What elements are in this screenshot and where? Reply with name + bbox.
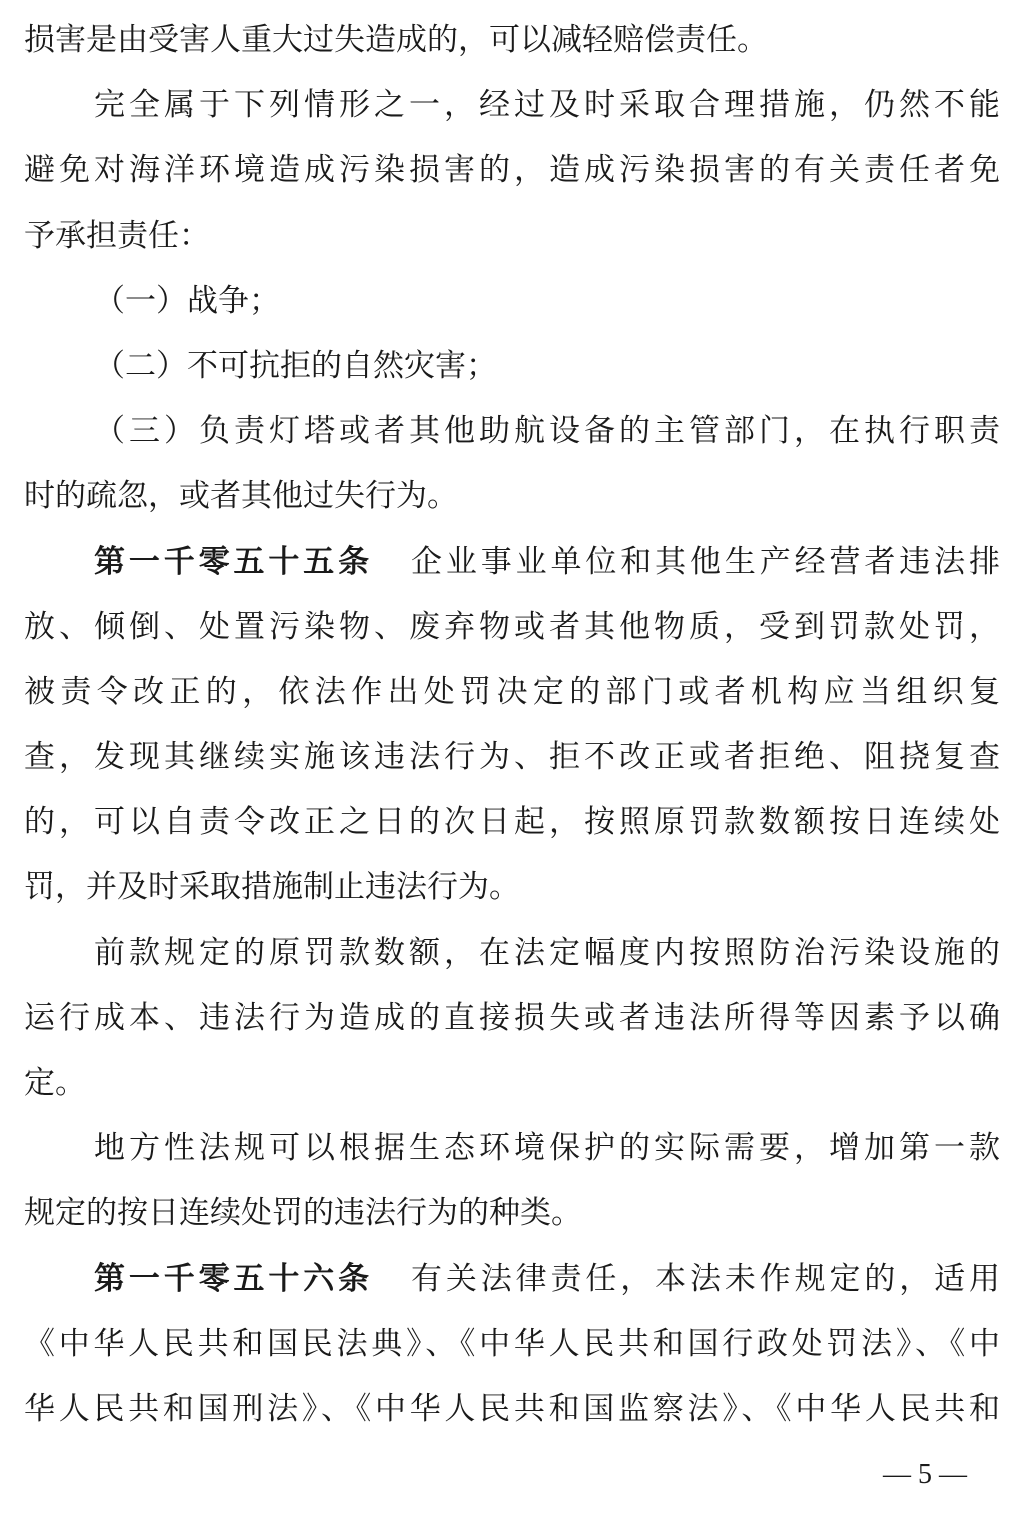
text-line (24, 790, 1000, 855)
line-text: 定。 (24, 1065, 86, 1101)
document-body (24, 8, 1000, 1442)
line-text: 避免对海洋环境造成污染损害的，造成污染损害的有关责任者免 (24, 152, 1000, 189)
text-line (24, 464, 1000, 529)
text-line (24, 399, 1000, 464)
article-title: 第一千零五十五条 (94, 543, 373, 580)
line-text: 前款规定的原罚款数额，在法定幅度内按照防治污染设施的 (94, 934, 1000, 971)
line-text: 完全属于下列情形之一，经过及时采取合理措施，仍然不能 (94, 87, 1000, 124)
line-text: （二）不可抗拒的自然灾害； (94, 347, 497, 384)
line-text: 有关法律责任，本法未作规定的，适用 (411, 1260, 1000, 1297)
text-line (24, 1312, 1000, 1377)
text-line (24, 204, 1000, 269)
line-text: 运行成本、违法行为造成的直接损失或者违法所得等因素予以确 (24, 999, 1000, 1036)
line-text: 《中华人民共和国民法典》、《中华人民共和国行政处罚法》、《中 (24, 1325, 1000, 1362)
line-text: 规定的按日连续处罚的违法行为的种类。 (24, 1195, 582, 1232)
article-heading-line (24, 530, 1000, 595)
text-line (24, 1051, 1000, 1116)
text-line (24, 1116, 1000, 1181)
text-line (24, 595, 1000, 660)
line-text: 损害是由受害人重大过失造成的，可以减轻赔偿责任。 (24, 22, 768, 58)
text-line (24, 8, 1000, 73)
line-text: （三）负责灯塔或者其他助航设备的主管部门，在执行职责 (94, 413, 1000, 450)
article-heading-line (24, 1247, 1000, 1312)
line-text: 华人民共和国刑法》、《中华人民共和国监察法》、《中华人民共和 (24, 1390, 1000, 1427)
text-line (24, 986, 1000, 1051)
line-text: 的，可以自责令改正之日的次日起，按照原罚款数额按日连续处 (24, 804, 1000, 841)
text-line (24, 660, 1000, 725)
line-text: （一）战争； (94, 282, 280, 319)
line-text: 罚，并及时采取措施制止违法行为。 (24, 869, 520, 906)
line-text: 放、倾倒、处置污染物、废弃物或者其他物质，受到罚款处罚， (24, 608, 1000, 645)
document-page (24, 8, 1000, 1442)
text-line (24, 334, 1000, 399)
text-line (24, 269, 1000, 334)
text-line (24, 921, 1000, 986)
text-line (24, 1181, 1000, 1246)
text-line (24, 855, 1000, 920)
text-line (24, 73, 1000, 138)
line-text: 企业事业单位和其他生产经营者违法排 (411, 543, 1000, 580)
line-text: 地方性法规可以根据生态环境保护的实际需要，增加第一款 (94, 1130, 1000, 1167)
page-number: — 5 — (883, 1459, 967, 1490)
article-title: 第一千零五十六条 (94, 1260, 373, 1297)
line-text: 查，发现其继续实施该违法行为、拒不改正或者拒绝、阻挠复查 (24, 739, 1000, 776)
text-line (24, 1377, 1000, 1442)
line-text: 被责令改正的，依法作出处罚决定的部门或者机构应当组织复 (24, 673, 1000, 710)
line-text: 时的疏忽，或者其他过失行为。 (24, 478, 458, 515)
line-text: 予承担责任： (24, 217, 210, 254)
text-line (24, 138, 1000, 203)
text-line (24, 725, 1000, 790)
